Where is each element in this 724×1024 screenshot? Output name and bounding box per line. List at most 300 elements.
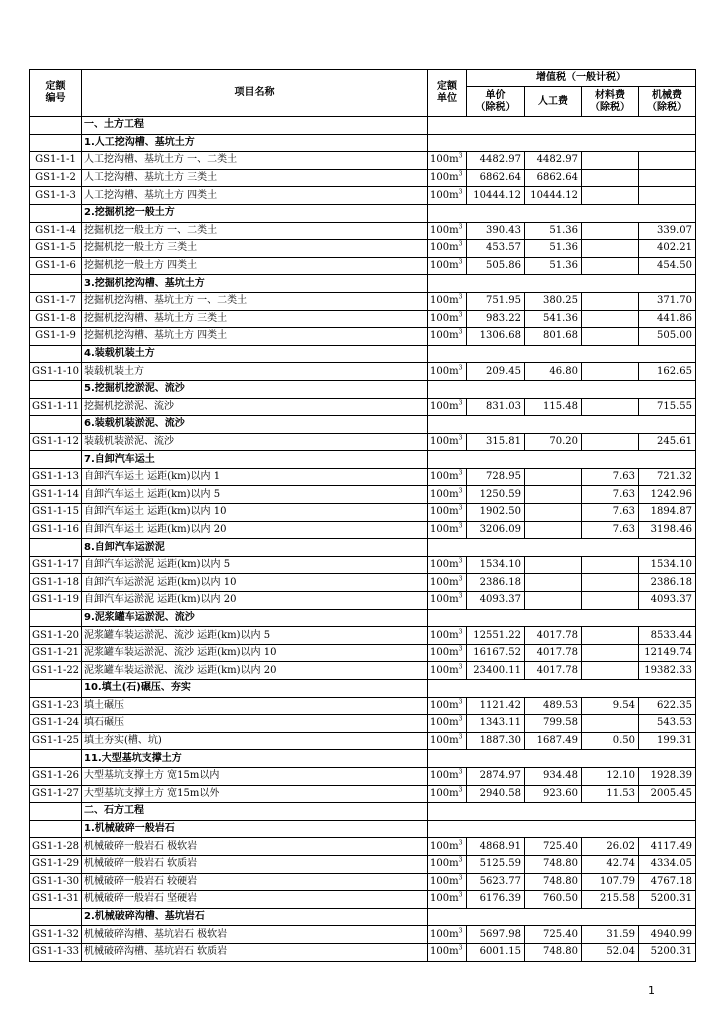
subsection-heading-row: [30, 134, 696, 152]
heading-values-cell: [428, 820, 696, 838]
item-name: 人工挖沟槽、基坑土方 三类土: [82, 169, 428, 187]
unit-superscript: 3: [458, 944, 463, 952]
item-name: 人工挖沟槽、基坑土方 一、二类土: [82, 152, 428, 170]
item-labor-cost: 489.53: [525, 697, 582, 715]
item-labor-cost: 46.80: [525, 363, 582, 381]
table-row: [30, 855, 696, 873]
heading-values-cell: [428, 908, 696, 926]
table-row: [30, 504, 696, 522]
header-machine: 机械费 （除税）: [639, 87, 696, 117]
item-unit: $100m^3$: [428, 504, 467, 522]
item-machine-cost: 339.07: [639, 222, 696, 240]
unit-superscript: 3: [458, 487, 463, 495]
heading-values-cell: [428, 275, 696, 293]
item-code: GS1-1-28: [30, 838, 82, 856]
item-code: GS1-1-8: [30, 310, 82, 328]
table-row: [30, 556, 696, 574]
table-row: [30, 767, 696, 785]
subsection-title: 1.机械破碎一般岩石: [82, 820, 428, 838]
heading-code-cell: [30, 803, 82, 821]
item-machine-cost: 402.21: [639, 240, 696, 258]
item-machine-cost: 4334.05: [639, 855, 696, 873]
item-machine-cost: 1534.10: [639, 556, 696, 574]
unit-superscript: 3: [458, 628, 463, 636]
item-machine-cost: 5200.31: [639, 891, 696, 909]
item-unit-price: 1343.11: [467, 715, 525, 733]
item-code: GS1-1-23: [30, 697, 82, 715]
item-unit-price: 4868.91: [467, 838, 525, 856]
item-unit: $100m^3$: [428, 398, 467, 416]
item-material-cost: [582, 169, 639, 187]
item-unit-price: 5125.59: [467, 855, 525, 873]
heading-code-cell: [30, 275, 82, 293]
item-unit-price: 453.57: [467, 240, 525, 258]
unit-superscript: 3: [458, 329, 463, 337]
unit-superscript: 3: [458, 892, 463, 900]
unit-superscript: 3: [458, 311, 463, 319]
item-code: GS1-1-24: [30, 715, 82, 733]
item-name: 挖掘机挖一般土方 一、二类土: [82, 222, 428, 240]
item-material-cost: 11.53: [582, 785, 639, 803]
unit-superscript: 3: [458, 399, 463, 407]
item-code: GS1-1-26: [30, 767, 82, 785]
item-unit-price: 23400.11: [467, 662, 525, 680]
item-unit: $100m^3$: [428, 873, 467, 891]
item-name: 自卸汽车运土 运距(km)以内 20: [82, 521, 428, 539]
item-machine-cost: 199.31: [639, 732, 696, 750]
table-row: [30, 873, 696, 891]
heading-code-cell: [30, 609, 82, 627]
subsection-title: 10.填土(石)碾压、夯实: [82, 680, 428, 698]
item-unit-price: 12551.22: [467, 627, 525, 645]
item-code: GS1-1-11: [30, 398, 82, 416]
item-machine-cost: 12149.74: [639, 644, 696, 662]
heading-code-cell: [30, 134, 82, 152]
item-labor-cost: [525, 486, 582, 504]
item-labor-cost: [525, 504, 582, 522]
unit-superscript: 3: [458, 223, 463, 231]
subsection-title: 6.装载机装淤泥、流沙: [82, 416, 428, 434]
item-unit: $100m^3$: [428, 310, 467, 328]
item-name: 挖掘机挖一般土方 四类土: [82, 257, 428, 275]
heading-code-cell: [30, 117, 82, 135]
item-name: 大型基坑支撑土方 宽15m以外: [82, 785, 428, 803]
item-code: GS1-1-20: [30, 627, 82, 645]
item-unit: $100m^3$: [428, 926, 467, 944]
table-row: [30, 169, 696, 187]
unit-superscript: 3: [458, 522, 463, 530]
item-labor-cost: 725.40: [525, 926, 582, 944]
unit-superscript: 3: [458, 188, 463, 196]
item-name: 填土碾压: [82, 697, 428, 715]
item-unit-price: 6862.64: [467, 169, 525, 187]
item-labor-cost: 51.36: [525, 222, 582, 240]
heading-values-cell: [428, 609, 696, 627]
item-machine-cost: 4093.37: [639, 592, 696, 610]
item-labor-cost: 923.60: [525, 785, 582, 803]
unit-superscript: 3: [458, 839, 463, 847]
item-unit: $100m^3$: [428, 292, 467, 310]
item-code: GS1-1-1: [30, 152, 82, 170]
item-unit: $100m^3$: [428, 521, 467, 539]
item-unit-price: 751.95: [467, 292, 525, 310]
item-material-cost: 42.74: [582, 855, 639, 873]
item-material-cost: 9.54: [582, 697, 639, 715]
item-unit-price: 1306.68: [467, 328, 525, 346]
table-row: [30, 662, 696, 680]
item-machine-cost: 4767.18: [639, 873, 696, 891]
unit-superscript: 3: [458, 874, 463, 882]
heading-values-cell: [428, 117, 696, 135]
unit-superscript: 3: [458, 469, 463, 477]
page-number: 1: [648, 984, 655, 997]
table-row: [30, 328, 696, 346]
item-unit-price: 5623.77: [467, 873, 525, 891]
subsection-heading-row: [30, 609, 696, 627]
item-unit-price: 728.95: [467, 468, 525, 486]
item-name: 机械破碎一般岩石 坚硬岩: [82, 891, 428, 909]
table-row: [30, 398, 696, 416]
heading-values-cell: [428, 750, 696, 768]
item-name: 自卸汽车运土 运距(km)以内 5: [82, 486, 428, 504]
table-row: [30, 363, 696, 381]
subsection-heading-row: [30, 539, 696, 557]
item-machine-cost: 721.32: [639, 468, 696, 486]
item-machine-cost: 505.00: [639, 328, 696, 346]
item-unit: $100m^3$: [428, 855, 467, 873]
table-row: [30, 838, 696, 856]
item-name: 泥浆罐车装运淤泥、流沙 运距(km)以内 5: [82, 627, 428, 645]
heading-code-cell: [30, 680, 82, 698]
section-title: 一、土方工程: [82, 117, 428, 135]
item-name: 挖掘机挖一般土方 三类土: [82, 240, 428, 258]
unit-superscript: 3: [458, 153, 463, 161]
item-material-cost: 26.02: [582, 838, 639, 856]
heading-code-cell: [30, 451, 82, 469]
item-name: 机械破碎一般岩石 极软岩: [82, 838, 428, 856]
item-machine-cost: 2386.18: [639, 574, 696, 592]
table-row: [30, 433, 696, 451]
unit-superscript: 3: [458, 733, 463, 741]
item-material-cost: [582, 627, 639, 645]
item-code: GS1-1-9: [30, 328, 82, 346]
item-name: 自卸汽车运土 运距(km)以内 10: [82, 504, 428, 522]
item-unit-price: 1121.42: [467, 697, 525, 715]
unit-superscript: 3: [458, 575, 463, 583]
item-code: GS1-1-22: [30, 662, 82, 680]
heading-values-cell: [428, 345, 696, 363]
unit-superscript: 3: [458, 505, 463, 513]
table-row: [30, 715, 696, 733]
item-unit: $100m^3$: [428, 732, 467, 750]
subsection-title: 11.大型基坑支撑土方: [82, 750, 428, 768]
item-unit: $100m^3$: [428, 257, 467, 275]
heading-code-cell: [30, 204, 82, 222]
table-row: [30, 732, 696, 750]
header-material: 材料费 （除税）: [582, 87, 639, 117]
table-row: [30, 468, 696, 486]
item-material-cost: [582, 644, 639, 662]
item-unit: $100m^3$: [428, 240, 467, 258]
item-machine-cost: 543.53: [639, 715, 696, 733]
item-labor-cost: 4017.78: [525, 662, 582, 680]
item-machine-cost: [639, 152, 696, 170]
item-labor-cost: 541.36: [525, 310, 582, 328]
item-code: GS1-1-4: [30, 222, 82, 240]
item-unit: $100m^3$: [428, 486, 467, 504]
item-name: 人工挖沟槽、基坑土方 四类土: [82, 187, 428, 205]
item-code: GS1-1-16: [30, 521, 82, 539]
item-unit: $100m^3$: [428, 222, 467, 240]
subsection-heading-row: [30, 345, 696, 363]
item-code: GS1-1-3: [30, 187, 82, 205]
item-material-cost: [582, 556, 639, 574]
subsection-title: 8.自卸汽车运淤泥: [82, 539, 428, 557]
item-unit: $100m^3$: [428, 556, 467, 574]
item-labor-cost: 4017.78: [525, 627, 582, 645]
header-unit-price: 单价 （除税）: [467, 87, 525, 117]
item-material-cost: [582, 433, 639, 451]
item-unit: $100m^3$: [428, 363, 467, 381]
item-labor-cost: 10444.12: [525, 187, 582, 205]
item-machine-cost: 4117.49: [639, 838, 696, 856]
item-code: GS1-1-2: [30, 169, 82, 187]
item-material-cost: [582, 328, 639, 346]
item-material-cost: [582, 398, 639, 416]
item-code: GS1-1-25: [30, 732, 82, 750]
item-machine-cost: 245.61: [639, 433, 696, 451]
item-machine-cost: 5200.31: [639, 943, 696, 961]
table-row: [30, 486, 696, 504]
table-row: [30, 943, 696, 961]
item-name: 挖掘机挖沟槽、基坑土方 一、二类土: [82, 292, 428, 310]
item-unit-price: 16167.52: [467, 644, 525, 662]
item-material-cost: [582, 257, 639, 275]
item-name: 填土夯实(槽、坑): [82, 732, 428, 750]
item-material-cost: [582, 292, 639, 310]
subsection-heading-row: [30, 275, 696, 293]
unit-superscript: 3: [458, 786, 463, 794]
item-material-cost: 7.63: [582, 486, 639, 504]
subsection-title: 9.泥浆罐车运淤泥、流沙: [82, 609, 428, 627]
table-row: [30, 697, 696, 715]
item-material-cost: [582, 715, 639, 733]
unit-superscript: 3: [458, 768, 463, 776]
item-name: 大型基坑支撑土方 宽15m以内: [82, 767, 428, 785]
table-row: [30, 292, 696, 310]
item-unit-price: 390.43: [467, 222, 525, 240]
item-unit-price: 4093.37: [467, 592, 525, 610]
item-labor-cost: 748.80: [525, 873, 582, 891]
item-labor-cost: 748.80: [525, 943, 582, 961]
unit-superscript: 3: [458, 241, 463, 249]
item-machine-cost: 371.70: [639, 292, 696, 310]
item-unit: $100m^3$: [428, 785, 467, 803]
item-material-cost: [582, 662, 639, 680]
header-name: 项目名称: [82, 70, 428, 117]
item-labor-cost: 748.80: [525, 855, 582, 873]
quota-table: [29, 69, 696, 962]
item-unit: $100m^3$: [428, 592, 467, 610]
item-unit: $100m^3$: [428, 328, 467, 346]
heading-values-cell: [428, 380, 696, 398]
table-header: [30, 70, 696, 117]
item-name: 填石碾压: [82, 715, 428, 733]
item-material-cost: [582, 363, 639, 381]
item-code: GS1-1-19: [30, 592, 82, 610]
item-material-cost: [582, 152, 639, 170]
subsection-heading-row: [30, 750, 696, 768]
header-vat-group: 增值税（一般计税）: [467, 70, 696, 87]
item-name: 自卸汽车运淤泥 运距(km)以内 20: [82, 592, 428, 610]
heading-values-cell: [428, 539, 696, 557]
item-unit-price: 1250.59: [467, 486, 525, 504]
item-code: GS1-1-30: [30, 873, 82, 891]
item-unit-price: 1902.50: [467, 504, 525, 522]
item-name: 挖掘机挖淤泥、流沙: [82, 398, 428, 416]
subsection-heading-row: [30, 204, 696, 222]
table-row: [30, 627, 696, 645]
item-material-cost: 31.59: [582, 926, 639, 944]
heading-code-cell: [30, 539, 82, 557]
heading-values-cell: [428, 134, 696, 152]
item-labor-cost: 4017.78: [525, 644, 582, 662]
item-unit: $100m^3$: [428, 574, 467, 592]
item-unit-price: 1534.10: [467, 556, 525, 574]
item-name: 挖掘机挖沟槽、基坑土方 四类土: [82, 328, 428, 346]
subsection-title: 2.挖掘机挖一般土方: [82, 204, 428, 222]
unit-superscript: 3: [458, 258, 463, 266]
item-unit-price: 2386.18: [467, 574, 525, 592]
item-labor-cost: 725.40: [525, 838, 582, 856]
item-code: GS1-1-7: [30, 292, 82, 310]
item-material-cost: 7.63: [582, 504, 639, 522]
item-material-cost: [582, 240, 639, 258]
table-row: [30, 187, 696, 205]
item-machine-cost: 4940.99: [639, 926, 696, 944]
table-row: [30, 926, 696, 944]
subsection-heading-row: [30, 380, 696, 398]
item-machine-cost: 3198.46: [639, 521, 696, 539]
item-unit-price: 3206.09: [467, 521, 525, 539]
heading-code-cell: [30, 416, 82, 434]
item-unit: $100m^3$: [428, 715, 467, 733]
table-body: [30, 117, 696, 962]
item-machine-cost: 2005.45: [639, 785, 696, 803]
item-code: GS1-1-14: [30, 486, 82, 504]
section-heading-row: [30, 117, 696, 135]
subsection-title: 5.挖掘机挖淤泥、流沙: [82, 380, 428, 398]
subsection-title: 4.装载机装土方: [82, 345, 428, 363]
unit-superscript: 3: [458, 663, 463, 671]
table-row: [30, 521, 696, 539]
unit-superscript: 3: [458, 927, 463, 935]
item-name: 装载机装土方: [82, 363, 428, 381]
item-unit-price: 6001.15: [467, 943, 525, 961]
item-unit-price: 209.45: [467, 363, 525, 381]
heading-code-cell: [30, 820, 82, 838]
item-machine-cost: [639, 187, 696, 205]
item-unit-price: 6176.39: [467, 891, 525, 909]
item-labor-cost: [525, 468, 582, 486]
item-code: GS1-1-10: [30, 363, 82, 381]
item-material-cost: 107.79: [582, 873, 639, 891]
item-name: 机械破碎一般岩石 软质岩: [82, 855, 428, 873]
heading-code-cell: [30, 380, 82, 398]
item-name: 泥浆罐车装运淤泥、流沙 运距(km)以内 20: [82, 662, 428, 680]
header-labor: 人工费: [525, 87, 582, 117]
heading-code-cell: [30, 750, 82, 768]
item-machine-cost: 1242.96: [639, 486, 696, 504]
item-material-cost: 7.63: [582, 468, 639, 486]
item-labor-cost: 51.36: [525, 257, 582, 275]
table-row: [30, 222, 696, 240]
unit-superscript: 3: [458, 364, 463, 372]
unit-superscript: 3: [458, 716, 463, 724]
item-material-cost: [582, 187, 639, 205]
item-name: 机械破碎一般岩石 较硬岩: [82, 873, 428, 891]
table-row: [30, 152, 696, 170]
item-labor-cost: 51.36: [525, 240, 582, 258]
item-labor-cost: 760.50: [525, 891, 582, 909]
item-labor-cost: [525, 521, 582, 539]
item-machine-cost: 19382.33: [639, 662, 696, 680]
item-material-cost: 12.10: [582, 767, 639, 785]
subsection-title: 1.人工挖沟槽、基坑土方: [82, 134, 428, 152]
item-labor-cost: [525, 592, 582, 610]
unit-superscript: 3: [458, 645, 463, 653]
item-unit-price: 10444.12: [467, 187, 525, 205]
item-code: GS1-1-29: [30, 855, 82, 873]
item-unit: $100m^3$: [428, 468, 467, 486]
item-machine-cost: 8533.44: [639, 627, 696, 645]
subsection-heading-row: [30, 908, 696, 926]
subsection-title: 3.挖掘机挖沟槽、基坑土方: [82, 275, 428, 293]
unit-superscript: 3: [458, 293, 463, 301]
item-unit: $100m^3$: [428, 697, 467, 715]
item-unit: $100m^3$: [428, 187, 467, 205]
item-name: 自卸汽车运土 运距(km)以内 1: [82, 468, 428, 486]
unit-superscript: 3: [458, 170, 463, 178]
subsection-title: 7.自卸汽车运土: [82, 451, 428, 469]
item-labor-cost: 4482.97: [525, 152, 582, 170]
unit-superscript: 3: [458, 593, 463, 600]
item-labor-cost: 70.20: [525, 433, 582, 451]
item-labor-cost: 380.25: [525, 292, 582, 310]
header-code: 定额 编号: [30, 70, 82, 117]
section-title: 二、石方工程: [82, 803, 428, 821]
item-unit: $100m^3$: [428, 644, 467, 662]
item-unit: $100m^3$: [428, 433, 467, 451]
item-unit: $100m^3$: [428, 838, 467, 856]
item-name: 装载机装淤泥、流沙: [82, 433, 428, 451]
unit-superscript: 3: [458, 698, 463, 706]
header-unit: 定额 单位: [428, 70, 467, 117]
table-row: [30, 257, 696, 275]
item-code: GS1-1-33: [30, 943, 82, 961]
item-labor-cost: 6862.64: [525, 169, 582, 187]
heading-values-cell: [428, 803, 696, 821]
item-code: GS1-1-21: [30, 644, 82, 662]
heading-values-cell: [428, 680, 696, 698]
item-code: GS1-1-31: [30, 891, 82, 909]
subsection-heading-row: [30, 820, 696, 838]
item-labor-cost: [525, 574, 582, 592]
table-row: [30, 592, 696, 610]
unit-superscript: 3: [458, 434, 463, 442]
item-machine-cost: 1894.87: [639, 504, 696, 522]
item-machine-cost: 454.50: [639, 257, 696, 275]
